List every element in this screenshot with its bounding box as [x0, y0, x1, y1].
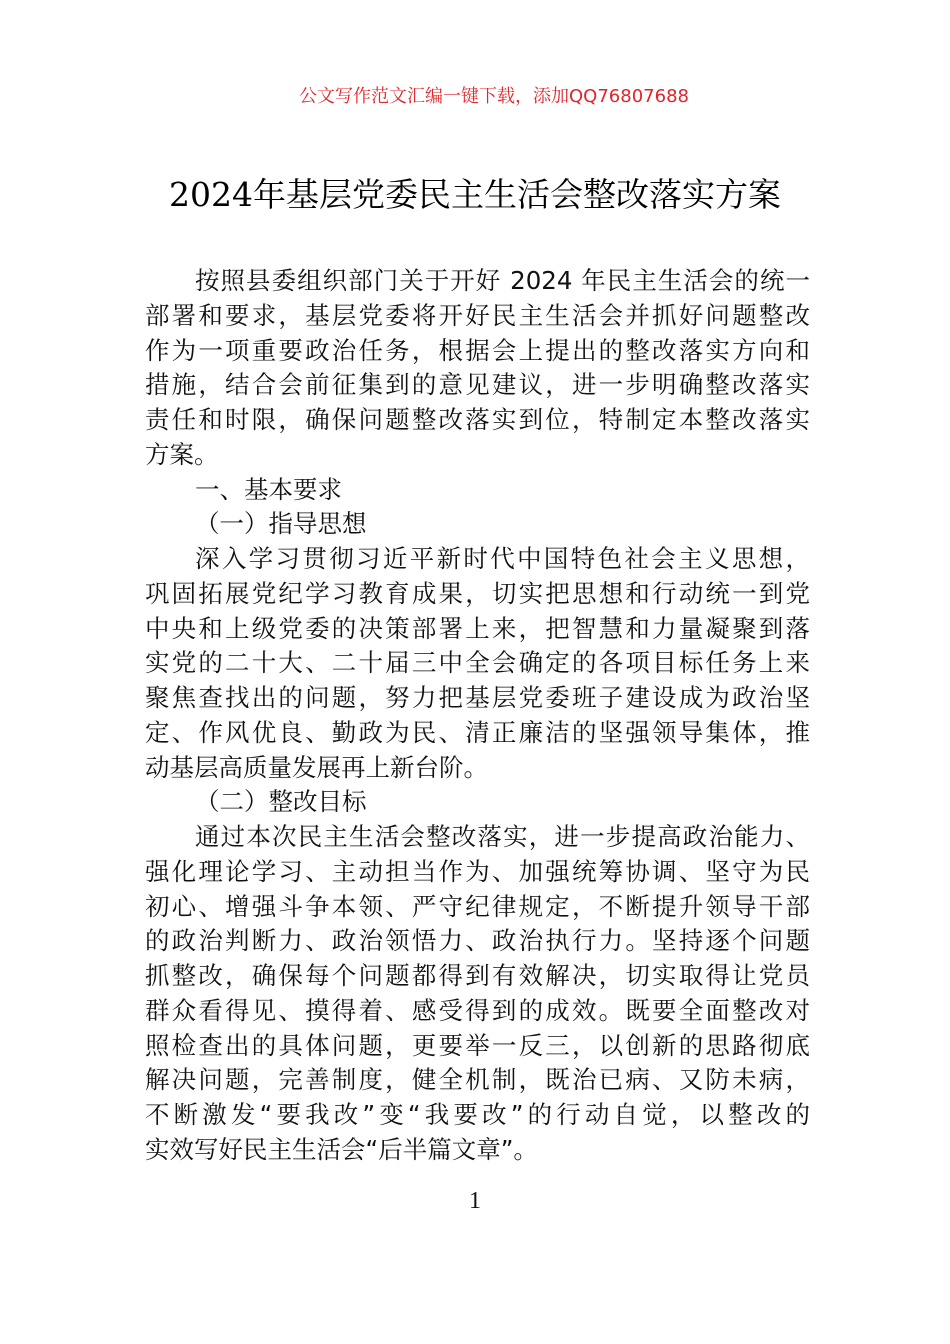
- paragraph-line: 责任和时限，确保问题整改落实到位，特制定本整改落实: [145, 405, 810, 434]
- paragraph-line: 强化理论学习、主动担当作为、加强统筹协调、坚守为民: [145, 856, 810, 886]
- paragraph-line: 通过本次民主生活会整改落实，进一步提高政治能力、: [195, 822, 810, 851]
- paragraph-line: 初心、增强斗争本领、严守纪律规定，不断提升领导干部: [145, 891, 810, 921]
- paragraph-line: 不断激发“要我改”变“我要改”的行动自觉，以整改的: [145, 1100, 810, 1129]
- paragraph-line: 实党的二十大、二十届三中全会确定的各项目标任务上来: [145, 648, 810, 678]
- paragraph-line: 动基层高质量发展再上新台阶。: [145, 752, 488, 782]
- paragraph-line: 按照县委组织部门关于开好 2024 年民主生活会的统一: [195, 266, 810, 295]
- paragraph-line: 抓整改，确保每个问题都得到有效解决，切实取得让党员: [145, 961, 810, 990]
- paragraph-line: 中央和上级党委的决策部署上来，把智慧和力量凝聚到落: [145, 613, 810, 643]
- paragraph-line: 部署和要求，基层党委将开好民主生活会并抓好问题整改: [145, 300, 810, 330]
- paragraph-line: 的政治判断力、政治领悟力、政治执行力。坚持逐个问题: [145, 926, 810, 956]
- paragraph-line: 措施，结合会前征集到的意见建议，进一步明确整改落实: [145, 370, 810, 400]
- paragraph-line: 实效写好民主生活会“后半篇文章”。: [145, 1134, 538, 1164]
- document-title: 2024年基层党委民主生活会整改落实方案: [169, 175, 781, 214]
- section-heading: 一、基本要求: [195, 474, 342, 504]
- paragraph-line: 深入学习贯彻习近平新时代中国特色社会主义思想，: [195, 544, 810, 573]
- paragraph-line: 巩固拓展党纪学习教育成果，切实把思想和行动统一到党: [145, 578, 810, 608]
- document-body: [145, 264, 810, 1168]
- paragraph-line: 照检查出的具体问题，更要举一反三，以创新的思路彻底: [145, 1030, 810, 1060]
- paragraph-line: 方案。: [145, 439, 219, 469]
- subsection-heading: （一）指导思想: [195, 509, 367, 539]
- paragraph-line: 聚焦查找出的问题，努力把基层党委班子建设成为政治坚: [145, 683, 810, 712]
- subsection-heading: （二）整改目标: [195, 787, 367, 817]
- paragraph-line: 作为一项重要政治任务，根据会上提出的整改落实方向和: [145, 335, 810, 365]
- paragraph-line: 解决问题，完善制度，健全机制，既治已病、又防未病，: [145, 1065, 810, 1095]
- paragraph-line: 定、作风优良、勤政为民、清正廉洁的坚强领导集体，推: [145, 717, 810, 747]
- page-number: 1: [469, 1188, 481, 1214]
- paragraph-line: 群众看得见、摸得着、感受得到的成效。既要全面整改对: [145, 995, 810, 1025]
- download-watermark-link: 公文写作范文汇编一键下载，添加QQ76807688: [299, 86, 689, 107]
